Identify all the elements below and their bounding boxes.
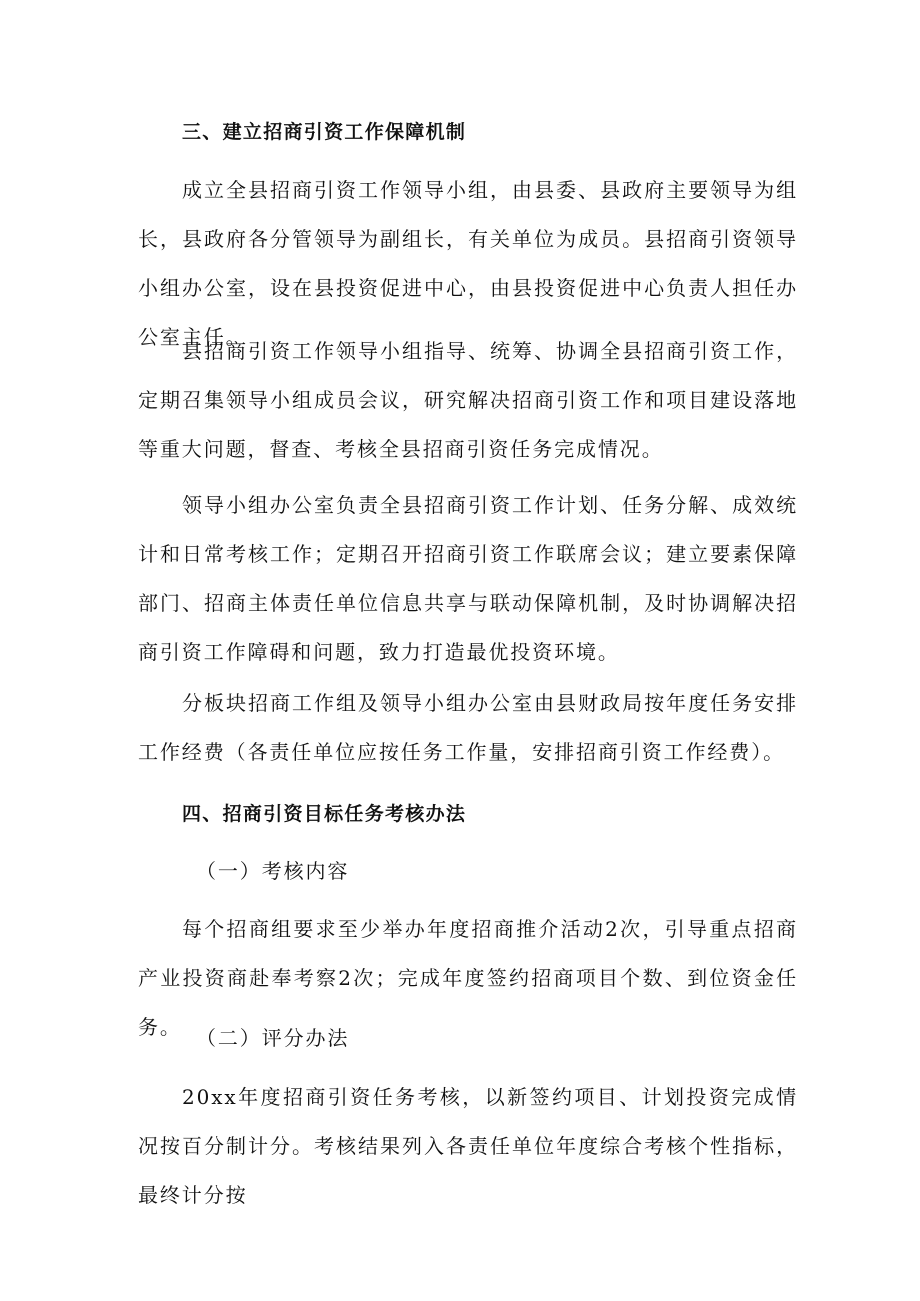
section-3-heading: 三、建立招商引资工作保障机制 — [182, 121, 467, 143]
subsection-1-title: （一）考核内容 — [196, 859, 350, 883]
section-4-heading: 四、招商引资目标任务考核办法 — [182, 803, 467, 825]
section-3-paragraph-2: 县招商引资工作领导小组指导、统筹、协调全县招商引资工作，定期召集领导小组成员会议，研究解决招商引资工作和项目建设落地等重大问题，督查、考核全县招商引资任务完成情况。 — [138, 339, 798, 461]
section-3-paragraph-1: 成立全县招商引资工作领导小组，由县委、县政府主要领导为组长，县政府各分管领导为副组长，有关单位为成员。县招商引资领导小组办公室，设在县投资促进中心，由县投资促进中心负责人担任办公室主任。 — [138, 178, 798, 349]
section-3-paragraph-4: 分板块招商工作组及领导小组办公室由县财政局按年度任务安排工作经费（各责任单位应按任务工作量，安排招商引资工作经费）。 — [138, 691, 798, 764]
subsection-1-paragraph: 每个招商组要求至少举办年度招商推介活动2次，引导重点招商产业投资商赴奉考察2次；完成年度签约招商项目个数、到位资金任务。 — [138, 917, 798, 1039]
subsection-2-title: （二）评分办法 — [196, 1026, 350, 1050]
subsection-2-paragraph: 20xx年度招商引资任务考核，以新签约项目、计划投资完成情况按百分制计分。考核结果列入各责任单位年度综合考核个性指标，最终计分按 — [138, 1085, 798, 1207]
section-3-paragraph-3: 领导小组办公室负责全县招商引资工作计划、任务分解、成效统计和日常考核工作；定期召开招商引资工作联席会议；建立要素保障部门、招商主体责任单位信息共享与联动保障机制，及时协调解决招商引资工作障碍和问题，致力打造最优投资环境。 — [138, 493, 798, 664]
